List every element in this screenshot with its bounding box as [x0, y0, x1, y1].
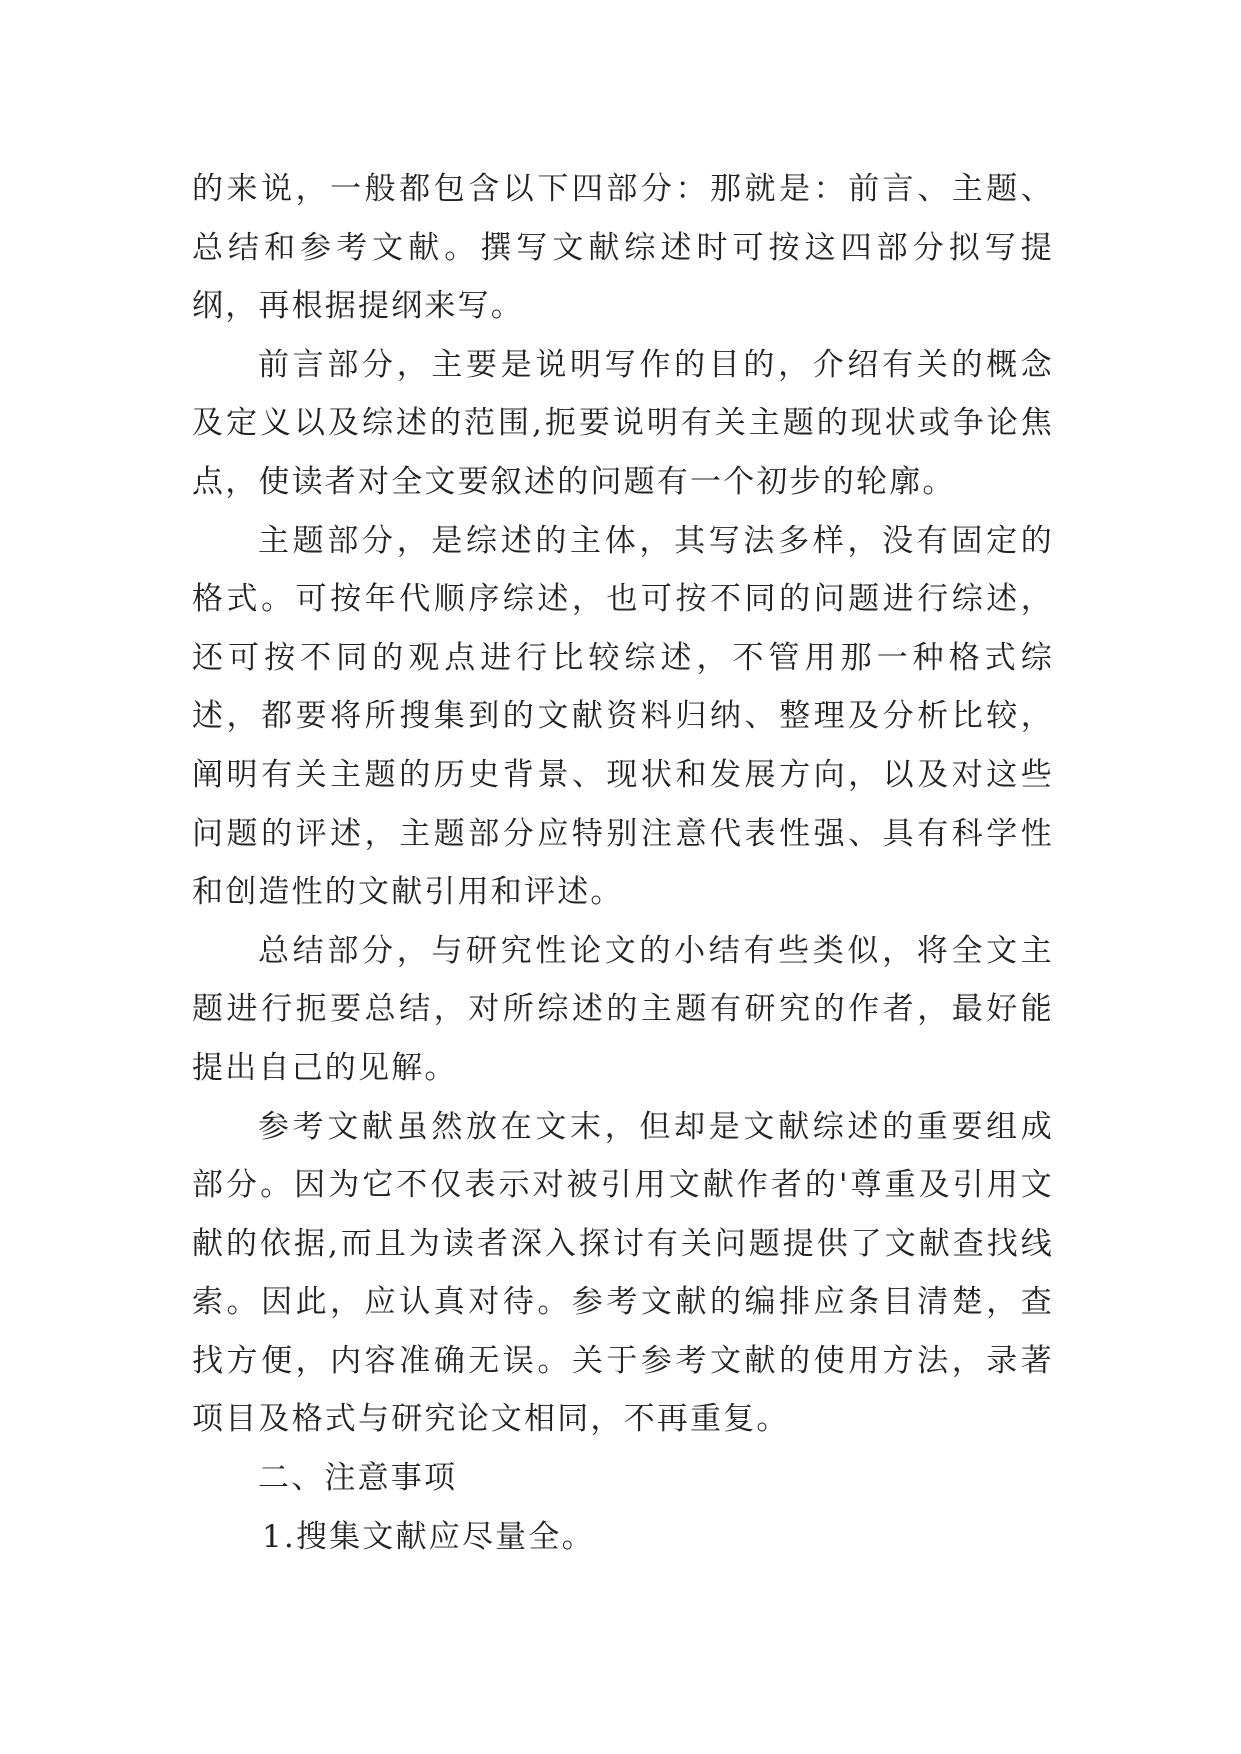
list-item: 1.搜集文献应尽量全。 [262, 1518, 595, 1555]
paragraph-summary: 总结部分，与研究性论文的小结有些类似，将全文主题进行扼要总结，对所综述的主题有研究的作者，最好能提出自己的见解。 [192, 932, 1054, 1086]
paragraph-preface: 前言部分，主要是说明写作的目的，介绍有关的概念及定义以及综述的范围,扼要说明有关主题的现状或争论焦点，使读者对全文要叙述的问题有一个初步的轮廓。 [192, 346, 1054, 500]
document-body [192, 160, 1054, 1566]
paragraph-references: 参考文献虽然放在文末，但却是文献综述的重要组成部分。因为它不仅表示对被引用文献作者的'尊重及引用文献的依据,而且为读者深入探讨有关问题提供了文献查找线索。因此，应认真对待。参考文献的编排应条目清楚，查找方便，内容准确无误。关于参考文献的使用方法，录著项目及格式与研究论文相同，不再重复。 [192, 1108, 1054, 1438]
section-heading: 二、注意事项 [258, 1460, 458, 1497]
paragraph-main-topic: 主题部分，是综述的主体，其写法多样，没有固定的格式。可按年代顺序综述，也可按不同的问题进行综述，还可按不同的观点进行比较综述，不管用那一种格式综述，都要将所搜集到的文献资料归纳、整理及分析比较，阐明有关主题的历史背景、现状和发展方向，以及对这些问题的评述，主题部分应特别注意代表性强、具有科学性和创造性的文献引用和评述。 [192, 522, 1054, 911]
paragraph-intro-continuation: 的来说，一般都包含以下四部分：那就是：前言、主题、总结和参考文献。撰写文献综述时可按这四部分拟写提纲，再根据提纲来写。 [192, 171, 1054, 325]
